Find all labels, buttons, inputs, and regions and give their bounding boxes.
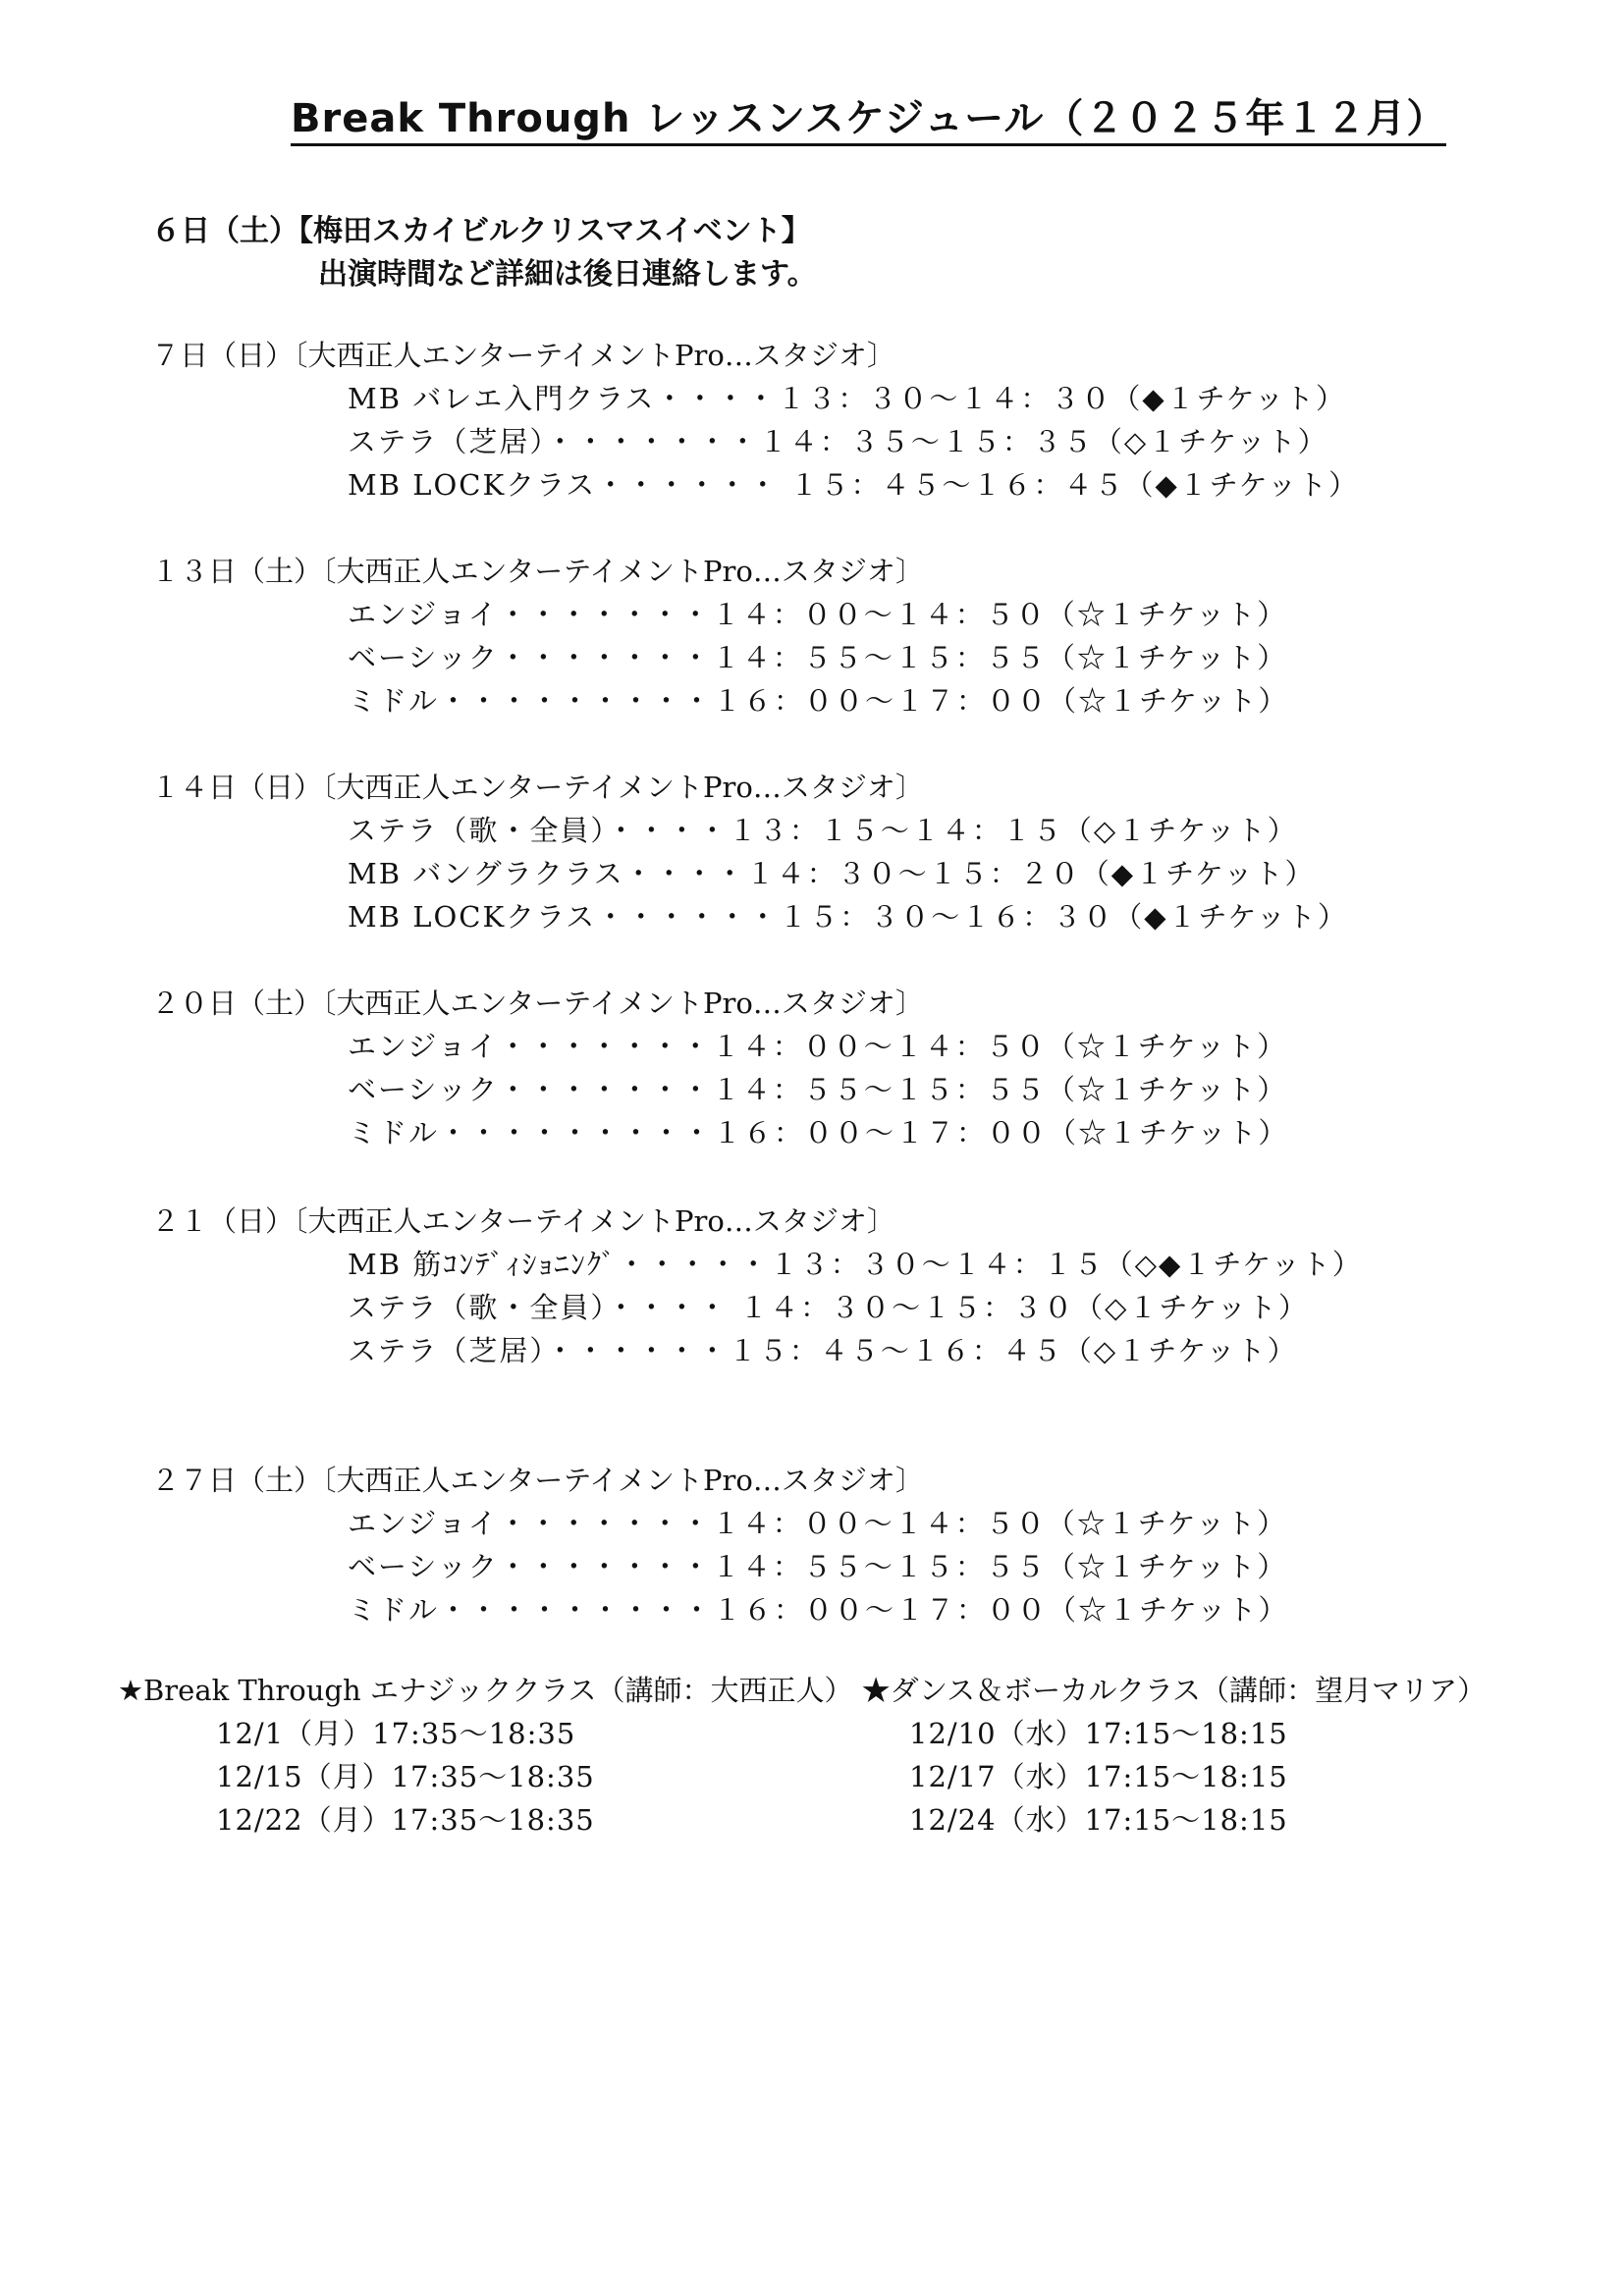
schedule-row: MB LOCKクラス・・・・・・ １５：４５～１６：４５（◆１チケット）: [348, 468, 1360, 502]
day-block: [151, 982, 1288, 1154]
event-heading: ６日（土）【梅田スカイビルクリスマスイベント】: [151, 214, 811, 248]
day-block: [151, 766, 1348, 938]
schedule-row: MB バレエ入門クラス・・・・１３：３０～１４：３０（◆１チケット）: [348, 382, 1347, 415]
class-date: 12/17（水）17:15～18:15: [909, 1760, 1288, 1793]
schedule-row: ステラ（歌・全員）・・・・ １４：３０～１５：３０（◇１チケット）: [348, 1291, 1309, 1324]
schedule-row: ステラ（芝居）・・・・・・・１４：３５～１５：３５（◇１チケット）: [348, 425, 1328, 458]
schedule-row: ベーシック・・・・・・・１４：５５～１５：５５（☆１チケット）: [348, 1073, 1288, 1106]
schedule-row: ミドル・・・・・・・・・１６：００～１７：００（☆１チケット）: [348, 684, 1289, 718]
day-block: [151, 550, 1288, 722]
extra-classes: [118, 1669, 1542, 1837]
schedule-row: ステラ（歌・全員）・・・・１３：１５～１４：１５（◇１チケット）: [348, 814, 1298, 847]
schedule-row: MB 筋ｺﾝﾃﾞｨｼｮﾆﾝｸﾞ・・・・・１３：３０～１４：１５（◇◆１チケット）: [348, 1248, 1363, 1281]
class-date: 12/24（水）17:15～18:15: [909, 1803, 1288, 1837]
schedule-row: ステラ（芝居）・・・・・・１５：４５～１６：４５（◇１チケット）: [348, 1334, 1298, 1367]
class-date: 12/10（水）17:15～18:15: [909, 1717, 1288, 1750]
energic-class-heading: ★Break Through エナジッククラス（講師：大西正人）: [118, 1674, 853, 1707]
class-date: 12/1（月）17:35～18:35: [216, 1717, 576, 1750]
energic-class-dates: [216, 1712, 595, 1842]
day-heading: ２０日（土）〔大西正人エンターテイメントPro…スタジオ〕: [151, 987, 924, 1020]
class-headings: [118, 1669, 1542, 1712]
page-title: Break Through レッスンスケジュール（２０２５年１２月）: [291, 96, 1446, 146]
dance-vocal-class-heading: ★ダンス＆ボーカルクラス（講師：望月マリア）: [861, 1674, 1487, 1707]
day-heading: ２１（日）〔大西正人エンターテイメントPro…スタジオ〕: [151, 1204, 895, 1238]
day-heading: １３日（土）〔大西正人エンターテイメントPro…スタジオ〕: [151, 555, 924, 588]
schedule-row: ミドル・・・・・・・・・１６：００～１７：００（☆１チケット）: [348, 1593, 1289, 1627]
schedule-row: ベーシック・・・・・・・１４：５５～１５：５５（☆１チケット）: [348, 1550, 1288, 1583]
schedule-row: MB LOCKクラス・・・・・・１５：３０～１６：３０（◆１チケット）: [348, 900, 1348, 934]
day-heading: ７日（日）〔大西正人エンターテイメントPro…スタジオ〕: [151, 339, 895, 372]
schedule-row: エンジョイ・・・・・・・１４：００～１４：５０（☆１チケット）: [348, 598, 1288, 631]
day-heading: ２７日（土）〔大西正人エンターテイメントPro…スタジオ〕: [151, 1464, 924, 1497]
schedule-row: エンジョイ・・・・・・・１４：００～１４：５０（☆１チケット）: [348, 1507, 1288, 1540]
day-block: [151, 1459, 1288, 1631]
schedule-row: エンジョイ・・・・・・・１４：００～１４：５０（☆１チケット）: [348, 1030, 1288, 1063]
schedule-row: ベーシック・・・・・・・１４：５５～１５：５５（☆１チケット）: [348, 641, 1288, 674]
schedule-row: MB バングラクラス・・・・１４：３０～１５：２０（◆１チケット）: [348, 857, 1316, 890]
event-block: [151, 210, 817, 296]
dance-vocal-class-dates: [909, 1712, 1288, 1842]
class-date: 12/22（月）17:35～18:35: [216, 1803, 595, 1837]
schedule-row: ミドル・・・・・・・・・１６：００～１７：００（☆１チケット）: [348, 1116, 1289, 1149]
day-heading: １４日（日）〔大西正人エンターテイメントPro…スタジオ〕: [151, 771, 924, 804]
class-date: 12/15（月）17:35～18:35: [216, 1760, 595, 1793]
day-block: [151, 1200, 1363, 1372]
day-block: [151, 334, 1359, 507]
event-note: 出演時間など詳細は後日連絡します。: [318, 257, 817, 292]
